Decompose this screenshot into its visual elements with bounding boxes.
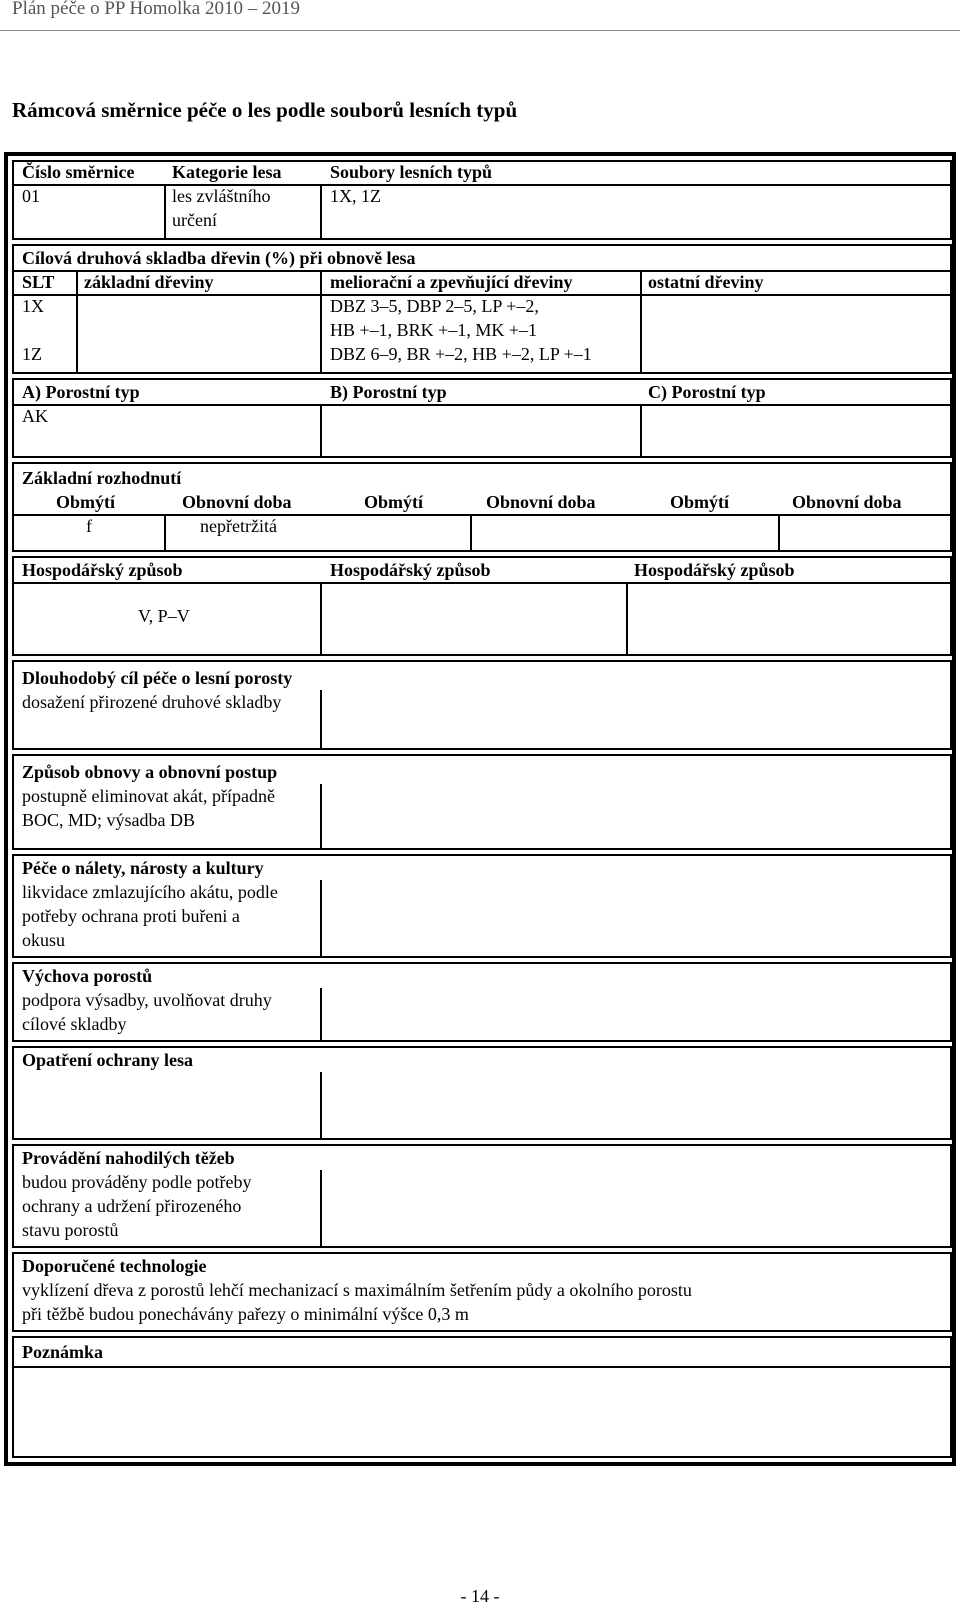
rotation-value: f [86,516,92,536]
stand-type-c-label: C) Porostní typ [648,382,766,402]
regen-period-header-b: Obnovní doba [486,492,596,512]
ameliorating-species-header: meliorační a zpevňující dřeviny [330,272,573,292]
stand-tending-title: Výchova porostů [22,966,153,986]
forest-category-line2: určení [172,210,217,230]
column-divider [640,404,642,456]
forest-types-header: Soubory lesních typů [330,162,493,182]
column-divider [320,988,322,1040]
column-divider [320,690,322,748]
row-divider [14,1366,950,1368]
recommended-technology-line1: vyklízení dřeva z porostů lehčí mechanizací s maximálním šetřením půdy a okolního porostu [22,1280,692,1300]
seedling-care-section [12,854,952,958]
regeneration-method-line1: postupně eliminovat akát, případně [22,786,275,806]
recommended-technology-line2: při těžbě budou ponechávány pařezy o minimální výšce 0,3 m [22,1304,469,1324]
seedling-care-line1: likvidace zmlazujícího akátu, podle [22,882,278,902]
column-divider [164,184,166,238]
salvage-felling-line1: budou prováděny podle potřeby [22,1172,252,1192]
basic-decision-section [12,462,952,552]
recommended-technology-title: Doporučené technologie [22,1256,207,1276]
identification-section [12,160,952,240]
column-divider [76,270,78,372]
management-system-section [12,556,952,656]
stand-type-section [12,378,952,458]
column-divider [640,270,642,372]
long-term-goal-section [12,660,952,750]
rotation-header-c: Obmýtí [670,492,730,512]
stand-tending-line2: cílové skladby [22,1014,127,1034]
column-divider [164,514,166,550]
seedling-care-title: Péče o nálety, nárosty a kultury [22,858,264,878]
column-divider [320,1170,322,1246]
management-system-value: V, P–V [138,606,190,626]
column-divider [320,880,322,956]
forest-category-line1: les zvláštního [172,186,271,206]
ameliorating-1z: DBZ 6–9, BR +–2, HB +–2, LP +–1 [330,344,592,364]
slt-1z: 1Z [22,344,42,364]
ameliorating-1x-line1: DBZ 3–5, DBP 2–5, LP +–2, [330,296,539,316]
recommended-technology-section [12,1252,952,1332]
column-divider [320,784,322,848]
long-term-goal-text: dosažení přirozené druhové skladby [22,692,282,712]
base-species-header: základní dřeviny [84,272,214,292]
species-composition-section [12,244,952,374]
stand-tending-section [12,962,952,1042]
regeneration-method-section [12,754,952,850]
header-divider [0,30,960,31]
column-divider [320,404,322,456]
column-divider [320,184,322,238]
seedling-care-line3: okusu [22,930,66,950]
document-title: Rámcová směrnice péče o les podle souborů lesních typů [12,98,518,122]
regen-period-header-c: Obnovní doba [792,492,902,512]
long-term-goal-title: Dlouhodobý cíl péče o lesní porosty [22,668,293,688]
column-divider [626,582,628,654]
page-number: - 14 - [460,1586,500,1606]
directive-number-header: Číslo směrnice [22,162,135,182]
salvage-felling-title: Provádění nahodilých těžeb [22,1148,235,1168]
ameliorating-1x-line2: HB +–1, BRK +–1, MK +–1 [330,320,537,340]
rotation-header-a: Obmýtí [56,492,116,512]
row-divider [14,404,950,406]
page-header: Plán péče o PP Homolka 2010 – 2019 [12,0,300,19]
regeneration-method-title: Způsob obnovy a obnovní postup [22,762,278,782]
salvage-felling-line3: stavu porostů [22,1220,119,1240]
forest-protection-title: Opatření ochrany lesa [22,1050,193,1070]
slt-1x: 1X [22,296,44,316]
row-divider [14,514,950,516]
forest-care-form [4,152,956,1466]
directive-number: 01 [22,186,40,206]
salvage-felling-line2: ochrany a udržení přirozeného [22,1196,242,1216]
forest-types-value: 1X, 1Z [330,186,381,206]
header-underline [14,184,950,186]
column-divider [320,582,322,654]
regen-period-value: nepřetržitá [200,516,277,536]
column-divider [778,514,780,550]
note-section [12,1336,952,1458]
seedling-care-line2: potřeby ochrana proti buřeni a [22,906,240,926]
species-composition-title: Cílová druhová skladba dřevin (%) při obnově lesa [22,248,416,268]
stand-type-b-label: B) Porostní typ [330,382,447,402]
stand-type-a-value: AK [22,406,48,426]
management-system-a-label: Hospodářský způsob [22,560,183,580]
row-divider [14,582,950,584]
rotation-header-b: Obmýtí [364,492,424,512]
column-divider [320,1072,322,1138]
column-divider [470,514,472,550]
note-title: Poznámka [22,1342,103,1362]
management-system-c-label: Hospodářský způsob [634,560,795,580]
management-system-b-label: Hospodářský způsob [330,560,491,580]
regen-period-header-a: Obnovní doba [182,492,292,512]
forest-protection-section [12,1046,952,1140]
other-species-header: ostatní dřeviny [648,272,764,292]
stand-tending-line1: podpora výsadby, uvolňovat druhy [22,990,272,1010]
forest-category-header: Kategorie lesa [172,162,282,182]
stand-type-a-label: A) Porostní typ [22,382,140,402]
basic-decision-title: Základní rozhodnutí [22,468,182,488]
salvage-felling-section [12,1144,952,1248]
regeneration-method-line2: BOC, MD; výsadba DB [22,810,196,830]
slt-header: SLT [22,272,55,292]
column-divider [320,270,322,372]
